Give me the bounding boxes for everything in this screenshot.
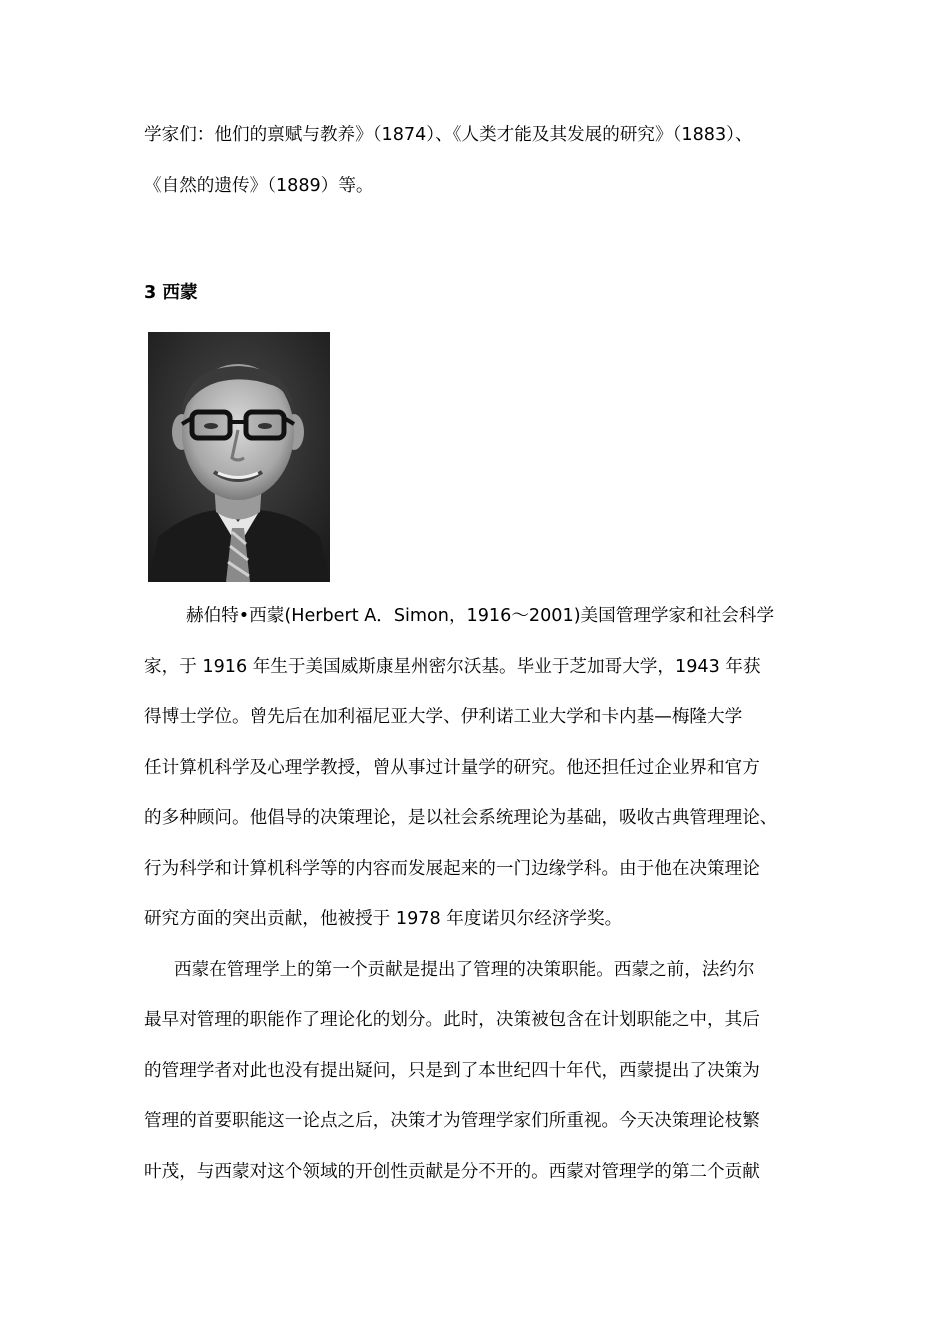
portrait-illustration — [148, 332, 330, 582]
contribution-line-3: 的管理学者对此也没有提出疑问，只是到了本世纪四十年代，西蒙提出了决策为 — [144, 1061, 760, 1081]
contribution-line-4: 管理的首要职能这一论点之后，决策才为管理学家们所重视。今天决策理论枝繁 — [144, 1111, 760, 1131]
bio-line-7: 研究方面的突出贡献，他被授于 1978 年度诺贝尔经济学奖。 — [144, 909, 623, 929]
section-heading: 3 西蒙 — [144, 283, 198, 303]
contribution-line-2: 最早对管理的职能作了理论化的划分。此时，决策被包含在计划职能之中，其后 — [144, 1010, 760, 1030]
contribution-line-1: 西蒙在管理学上的第一个贡献是提出了管理的决策职能。西蒙之前，法约尔 — [174, 960, 755, 980]
portrait-photo — [148, 332, 330, 582]
bio-line-3: 得博士学位。曾先后在加利福尼亚大学、伊利诺工业大学和卡内基—梅隆大学 — [144, 707, 743, 727]
bio-line-6: 行为科学和计算机科学等的内容而发展起来的一门边缘学科。由于他在决策理论 — [144, 859, 760, 879]
bio-line-2: 家，于 1916 年生于美国威斯康星州密尔沃基。毕业于芝加哥大学，1943 年获 — [144, 657, 761, 677]
bio-line-5: 的多种顾问。他倡导的决策理论，是以社会系统理论为基础，吸收古典管理理论、 — [144, 808, 778, 828]
bio-line-4: 任计算机科学及心理学教授，曾从事过计量学的研究。他还担任过企业界和官方 — [144, 758, 760, 778]
intro-line-1: 学家们：他们的禀赋与教养》（1874）、《人类才能及其发展的研究》（1883）、 — [144, 125, 753, 145]
bio-line-1: 赫伯特•西蒙(Herbert A．Simon，1916～2001)美国管理学家和社会科学 — [186, 606, 775, 626]
contribution-line-5: 叶茂，与西蒙对这个领域的开创性贡献是分不开的。西蒙对管理学的第二个贡献 — [144, 1162, 760, 1182]
intro-line-2: 《自然的遗传》（1889）等。 — [144, 176, 374, 196]
